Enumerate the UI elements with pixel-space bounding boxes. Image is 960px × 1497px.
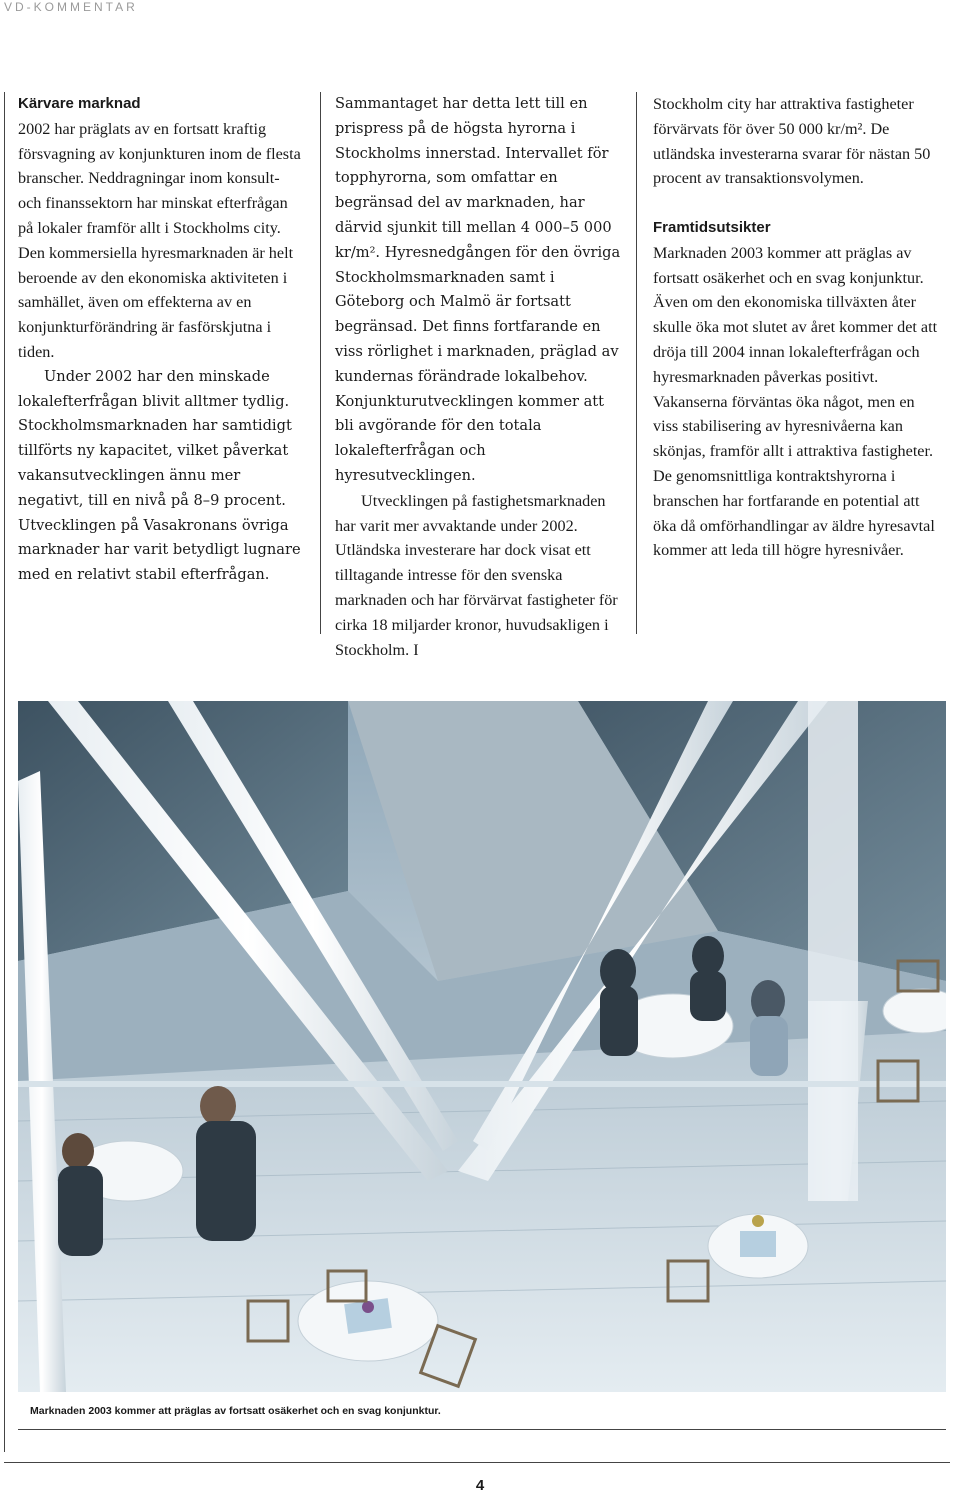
footer-rule <box>4 1462 950 1463</box>
paragraph: Utvecklingen på fastighetsmarknaden har varit mer avvaktande under 2002. Utländska investerare har dock visat ett tilltagande intresse för den svenska marknaden och har förvärvat fastigheter för cirka 18 miljarder kronor, huvudsakligen i Stockholm. I <box>335 491 618 659</box>
section-heading: Framtidsutsikter <box>653 218 771 236</box>
page-number: 4 <box>475 1477 485 1494</box>
left-page-rule <box>4 92 5 1452</box>
paragraph: Marknaden 2003 kommer att präglas av fortsatt osäkerhet och en svag konjunktur. Även om den ekonomiska tillväxten åter skulle öka mot slutet av året kommer det att dröja till 2004 innan lokalefterfrågan och hyresmarknaden påverkas positivt. Vakanserna förväntas öka något, men en viss stabilisering av hyresnivåerna kan skönjas, framför allt i attraktiva fastigheter. De genomsnittliga kontraktshyrorna i branschen har fortfarande en potential att öka då omförhandlingar av äldre hyresavtal kommer att leda till högre hyresnivåer. <box>653 243 938 560</box>
text-column-3 <box>653 92 939 563</box>
paragraph: Under 2002 har den minskade lokalefterfrågan blivit alltmer tydlig. Stockholmsmarknaden har samtidigt tillförts ny kapacitet, vilket påverkat vakansutvecklingen ännu mer negativt, till en nivå på 8–9 procent. Utvecklingen på Vasakronans övriga marknader har varit betydligt lugnare med en relativt stabil efterfrågan. <box>18 367 301 584</box>
paragraph: Stockholm city har attraktiva fastigheter förvärvats för över 50 000 kr/m². De utländska investerarna svarar för nästan 50 procent av transaktionsvolymen. <box>653 95 931 188</box>
paragraph: Sammantaget har detta lett till en prispress på de högsta hyrorna i Stockholms innerstad. Intervallet för topphyrorna, som omfattar en begränsad del av marknaden, har därvid sjunkit till mellan 4 000–5 000 kr/m². Hyresnedgången för den övriga Stockholmsmarknaden samt i Göteborg och Malmö är fortsatt begränsad. Det finns fortfarande en viss rörlighet i marknaden, präglad av kundernas förändrade lokalbehov. Konjunkturutvecklingen kommer att bli avgörande för den totala lokalefterfrågan och hyresutvecklingen. <box>335 95 621 484</box>
atrium-cafe-photo <box>18 701 946 1392</box>
column-rule-2 <box>636 92 637 634</box>
section-label: VD-KOMMENTAR <box>4 0 138 14</box>
section-heading: Kärvare marknad <box>18 95 141 112</box>
text-column-2 <box>335 92 621 662</box>
photo-caption: Marknaden 2003 kommer att präglas av fortsatt osäkerhet och en svag konjunktur. <box>18 1392 946 1430</box>
text-column-1 <box>18 92 304 588</box>
column-rule-1 <box>320 92 321 634</box>
paragraph: 2002 har präglats av en fortsatt kraftig försvagning av konjunkturen inom de flesta branscher. Neddragningar inom konsult- och finanssektorn har minskat efterfrågan på lokaler framför allt i Stockholms city. Den kommersiella hyresmarknaden är helt beroende av den ekonomiska aktiviteten i samhället, även om effekterna av en konjunkturförändring är fasförskjutna i tiden. <box>18 119 301 361</box>
paragraph-spacer <box>653 191 939 216</box>
